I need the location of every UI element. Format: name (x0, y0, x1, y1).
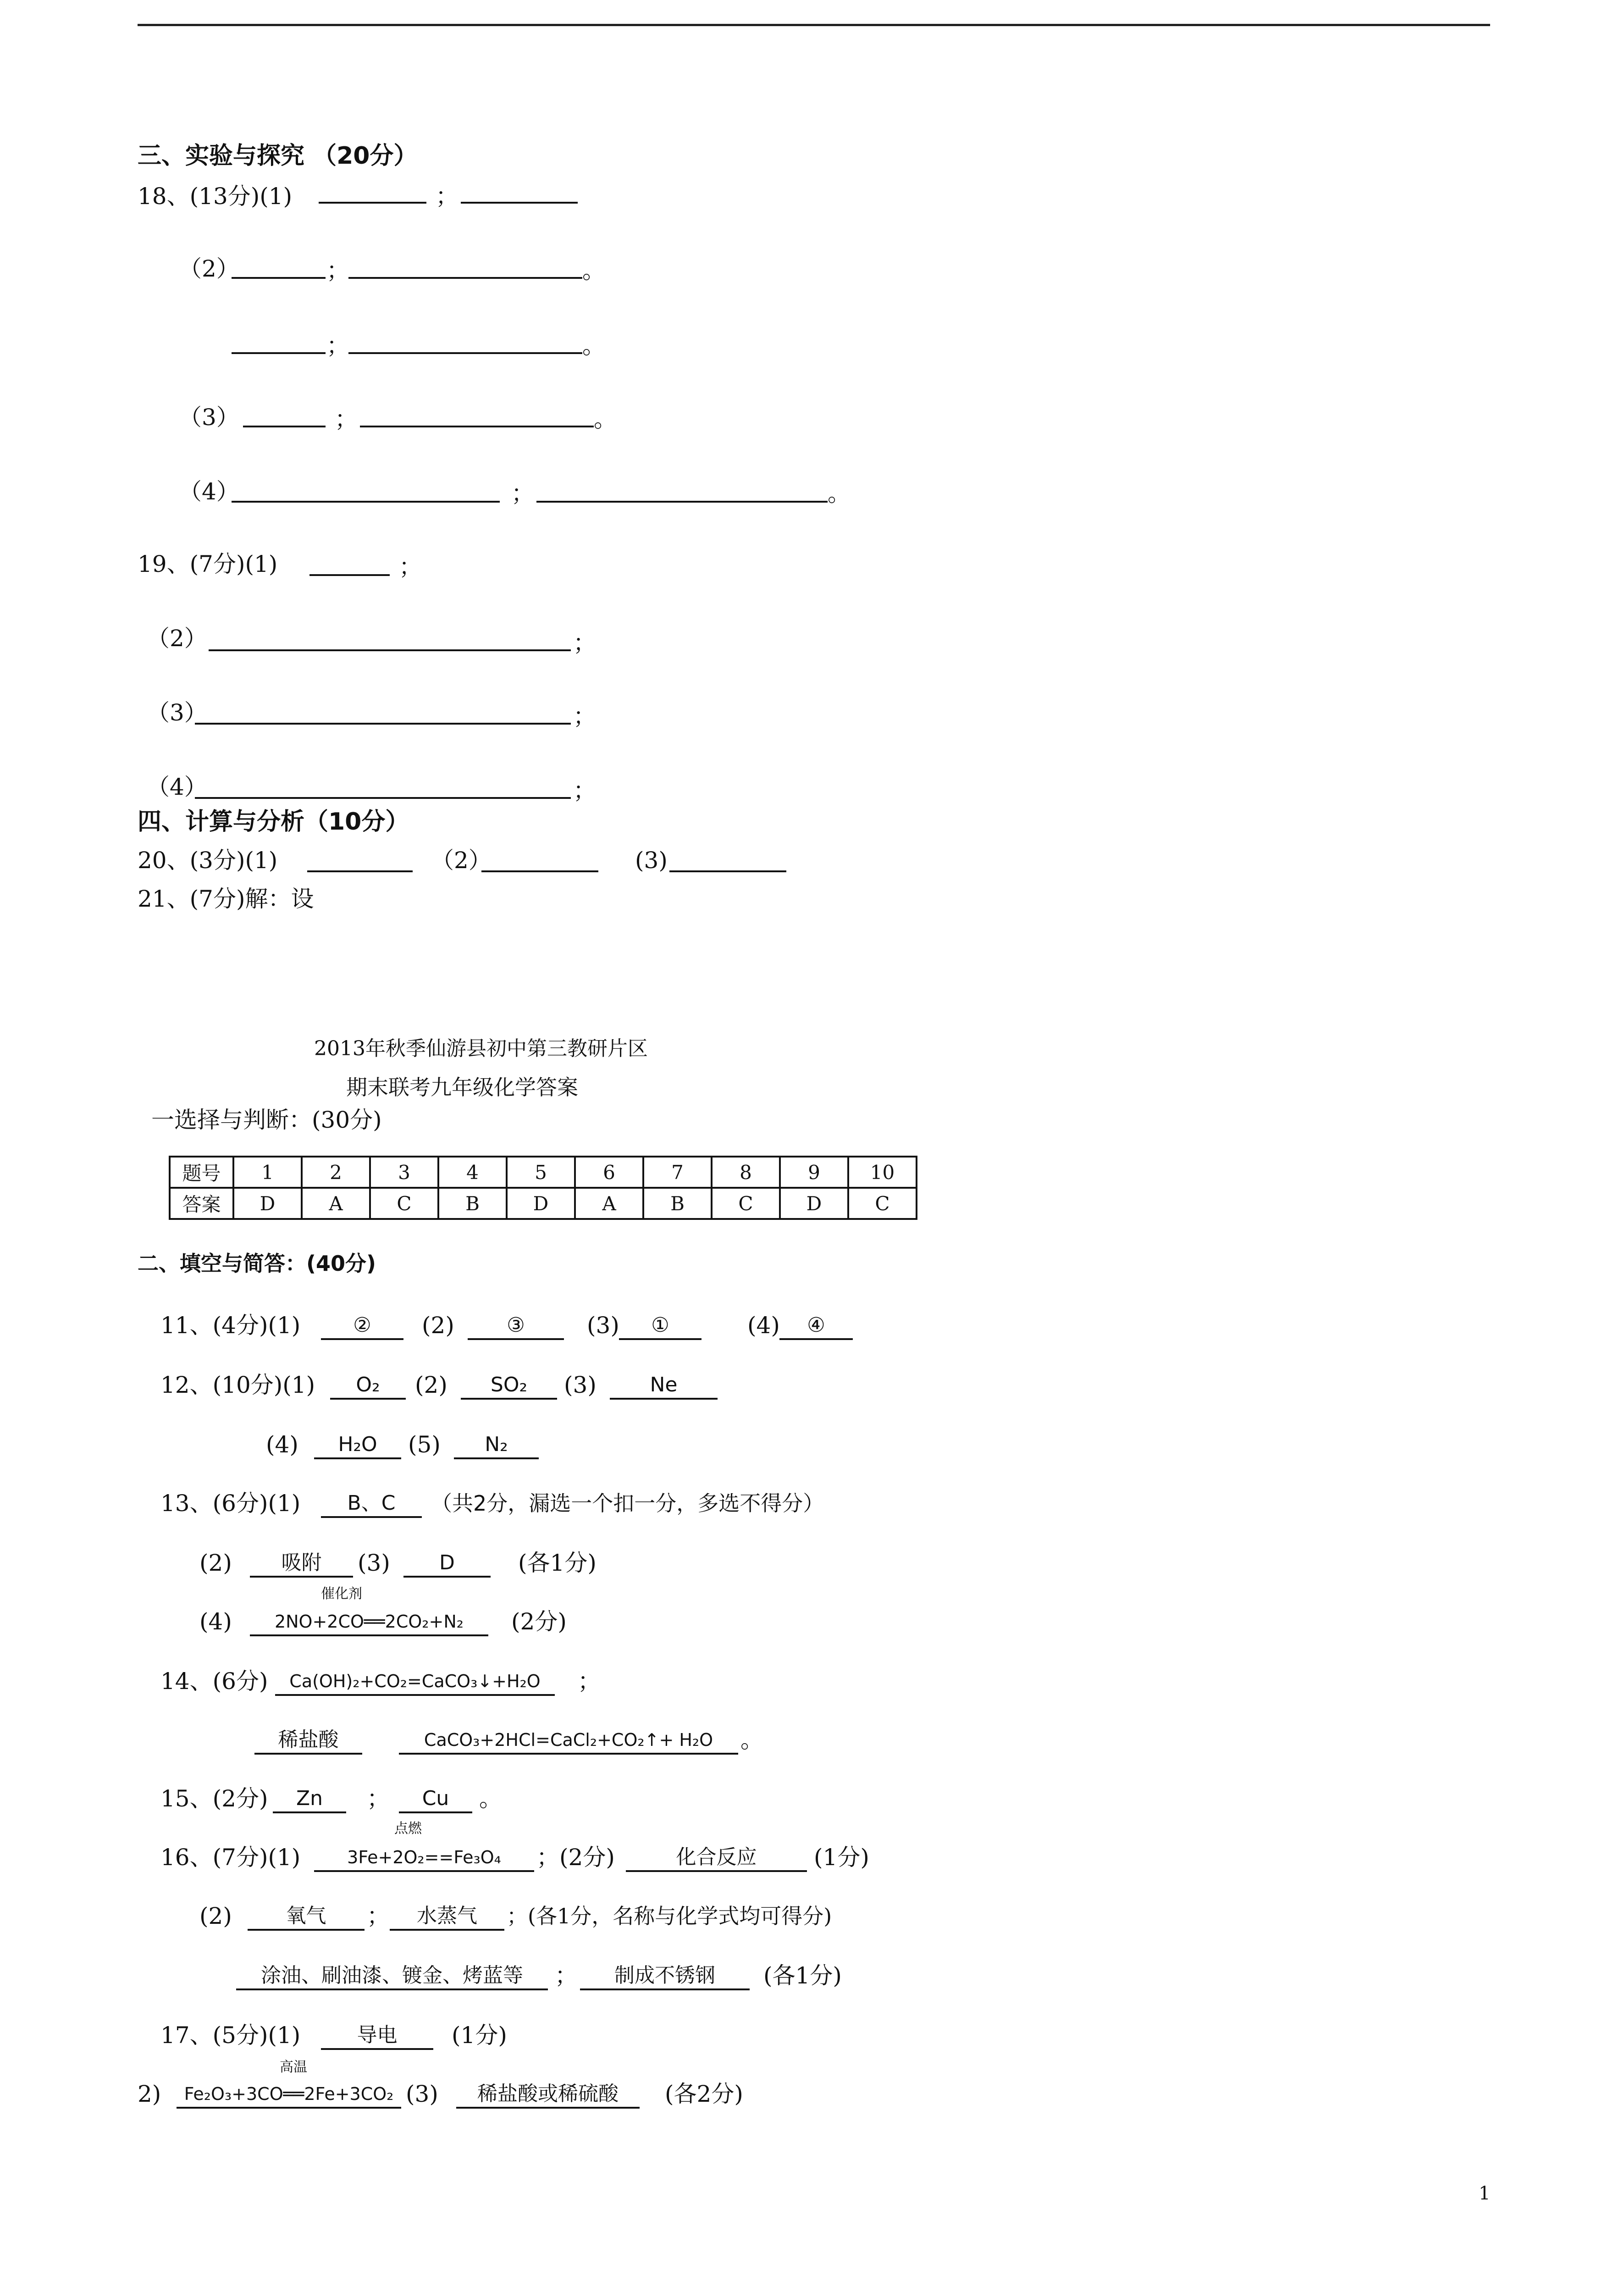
q16-answer-1: 3Fe+2O₂==Fe₃O₄ (314, 1845, 534, 1869)
table-cell: A (302, 1188, 370, 1219)
q17-note-1: (1分) (452, 2022, 507, 2049)
q19-4-blank (195, 797, 571, 799)
q18-2-label: （2） (179, 255, 239, 282)
q18-label: 18、(13分)(1) (138, 183, 293, 210)
q13-answer-2: 吸附 (250, 1551, 353, 1575)
q16-condition: 点燃 (394, 1821, 422, 1837)
separator: ； (555, 1962, 578, 1989)
q13-label-4: (4) (199, 1608, 232, 1635)
q18-4-blank-b (536, 501, 828, 503)
row-label-answer: 答案 (170, 1188, 233, 1219)
separator: ； (326, 257, 349, 284)
q20-2-label: （2） (431, 847, 492, 874)
part1-title: 一选择与判断：(30分) (151, 1107, 382, 1133)
q17-label-3: (3) (406, 2081, 438, 2107)
q16-answer-3: 氧气 (248, 1904, 365, 1928)
q19-1-blank (309, 574, 390, 576)
separator: ； (578, 1668, 601, 1695)
q16-answer-6: 制成不锈钢 (580, 1964, 750, 1988)
q13-answer-3: D (403, 1551, 491, 1575)
q18-2-blank-c (232, 352, 326, 354)
table-cell: 9 (780, 1157, 848, 1188)
q20-2-blank (481, 870, 598, 872)
separator: ； (399, 554, 422, 580)
q12-label-2: (2) (415, 1372, 447, 1398)
table-row (170, 1188, 917, 1219)
q18-3-blank-a (243, 426, 326, 427)
q12-label: 12、(10分)(1) (160, 1372, 315, 1398)
table-cell: 2 (302, 1157, 370, 1188)
q13-label-3: (3) (358, 1550, 390, 1576)
top-rule (138, 24, 1490, 26)
q11-answer-3: ① (619, 1313, 702, 1337)
q15-label: 15、(2分) (160, 1785, 268, 1812)
q12-label-3: (3) (564, 1372, 597, 1398)
q18-3-label: （3） (179, 404, 239, 431)
q12-answer-2: SO₂ (461, 1373, 557, 1397)
q20-label: 20、(3分)(1) (138, 847, 278, 874)
q20-1-blank (307, 870, 413, 872)
q14-answer-3: CaCO₃+2HCl=CaCl₂+CO₂↑+ H₂O (399, 1728, 738, 1752)
part2-title: 二、填空与简答：(40分) (138, 1251, 376, 1276)
q13-note-1: （共2分，漏选一个扣一分，多选不得分） (431, 1491, 824, 1516)
q13-note-2: (各1分) (518, 1550, 597, 1576)
separator: ； (511, 480, 534, 507)
q16-answer-5: 涂油、刷油漆、镀金、烤蓝等 (236, 1964, 548, 1988)
q17-label-2: 2) (138, 2081, 161, 2107)
q19-3-label: （3） (147, 699, 207, 726)
q18-2-blank-d (348, 352, 582, 354)
q18-4-label: （4） (179, 478, 239, 505)
table-cell: C (712, 1188, 780, 1219)
q12-label-4: (4) (266, 1431, 298, 1458)
q12-label-5: (5) (408, 1431, 441, 1458)
separator: ； (573, 630, 596, 656)
q13-condition: 催化剂 (321, 1586, 362, 1602)
q11-answer-2: ③ (468, 1313, 564, 1337)
q13-answer-1: B、C (321, 1491, 422, 1515)
q16-note-2: ；(各1分，名称与化学式均可得分) (507, 1904, 832, 1928)
q16-note-3: (各1分) (763, 1962, 842, 1989)
q13-label: 13、(6分)(1) (160, 1490, 301, 1517)
q14-label: 14、(6分) (160, 1668, 268, 1695)
q17-answer-2: Fe₂O₃+3CO══2Fe+3CO₂ (177, 2082, 401, 2106)
q16-note-mid: ；(2分) (536, 1844, 615, 1871)
q18-2-blank-a (232, 277, 326, 279)
separator: ； (436, 183, 458, 210)
separator: ； (573, 777, 596, 804)
q17-condition: 高温 (280, 2059, 307, 2075)
q14-answer-1: Ca(OH)₂+CO₂=CaCO₃↓+H₂O (275, 1669, 555, 1693)
separator: ； (326, 332, 349, 359)
answer-key-heading-1: 2013年秋季仙游县初中第三教研片区 (314, 1037, 648, 1060)
table-cell: 7 (643, 1157, 712, 1188)
q11-label-4: (4) (747, 1312, 780, 1339)
table-cell: B (643, 1188, 712, 1219)
q14-answer-2: 稀盐酸 (254, 1728, 362, 1752)
q16-label-2: (2) (199, 1903, 232, 1929)
q21-label: 21、(7分)解：设 (138, 886, 314, 912)
section4-title: 四、计算与分析（10分） (138, 808, 409, 836)
answer-key-heading-2: 期末联考九年级化学答案 (346, 1075, 578, 1100)
answer-table (169, 1156, 917, 1220)
table-cell: B (438, 1188, 507, 1219)
period: 。 (740, 1727, 763, 1753)
q12-answer-5: N₂ (454, 1433, 539, 1457)
q11-label-2: (2) (422, 1312, 454, 1339)
period: 。 (828, 480, 851, 507)
q19-3-blank (195, 723, 571, 725)
q18-2-blank-b (348, 277, 582, 279)
q17-answer-3: 稀盐酸或稀硫酸 (456, 2082, 640, 2106)
table-cell: 8 (712, 1157, 780, 1188)
q16-answer-2: 化合反应 (626, 1845, 807, 1869)
q11-answer-1: ② (321, 1313, 403, 1337)
q13-answer-4: 2NO+2CO══2CO₂+N₂ (250, 1610, 488, 1634)
period: 。 (582, 332, 605, 359)
q13-label-2: (2) (199, 1550, 232, 1576)
q15-answer-1: Zn (273, 1787, 346, 1811)
q11-answer-4: ④ (779, 1313, 853, 1337)
table-cell: 6 (575, 1157, 643, 1188)
q13-note-3: (2分) (511, 1608, 567, 1635)
separator: ； (367, 1903, 390, 1929)
page-number: 1 (1479, 2183, 1491, 2204)
q15-answer-2: Cu (399, 1787, 472, 1811)
separator: ； (573, 703, 596, 730)
q12-answer-4: H₂O (314, 1433, 401, 1457)
q16-answer-4: 水蒸气 (390, 1904, 504, 1928)
q16-label: 16、(7分)(1) (160, 1844, 301, 1871)
table-cell: 3 (370, 1157, 438, 1188)
q19-label: 19、(7分)(1) (138, 551, 278, 577)
table-cell: 10 (848, 1157, 917, 1188)
period: 。 (582, 257, 605, 284)
table-cell: A (575, 1188, 643, 1219)
q18-1-blank-a (319, 202, 426, 204)
table-cell: C (848, 1188, 917, 1219)
section3-title: 三、实验与探究 （20分） (138, 142, 418, 170)
separator: ； (367, 1785, 390, 1812)
period: 。 (594, 406, 617, 432)
table-cell: C (370, 1188, 438, 1219)
period: 。 (479, 1785, 502, 1812)
q20-3-blank (669, 870, 786, 872)
q17-note-2: (各2分) (665, 2081, 743, 2107)
q20-3-label: (3) (635, 847, 668, 874)
row-label-number: 题号 (170, 1157, 233, 1188)
q12-answer-3: Ne (610, 1373, 718, 1397)
q17-answer-1: 导电 (321, 2023, 433, 2047)
table-cell: 5 (507, 1157, 575, 1188)
q18-1-blank-b (461, 202, 578, 204)
q11-label: 11、(4分)(1) (160, 1312, 301, 1339)
q16-note-1: (1分) (814, 1844, 869, 1871)
separator: ； (335, 406, 358, 432)
q17-label: 17、(5分)(1) (160, 2022, 301, 2049)
table-cell: D (507, 1188, 575, 1219)
table-cell: D (233, 1188, 302, 1219)
table-cell: 4 (438, 1157, 507, 1188)
q18-4-blank-a (232, 501, 500, 503)
q19-2-blank (209, 649, 571, 651)
q19-2-label: （2） (147, 625, 207, 652)
q19-4-label: （4） (147, 774, 207, 800)
q18-3-blank-b (360, 426, 594, 427)
table-cell: D (780, 1188, 848, 1219)
table-cell: 1 (233, 1157, 302, 1188)
q11-label-3: (3) (587, 1312, 619, 1339)
table-row (170, 1157, 917, 1188)
q12-answer-1: O₂ (330, 1373, 406, 1397)
